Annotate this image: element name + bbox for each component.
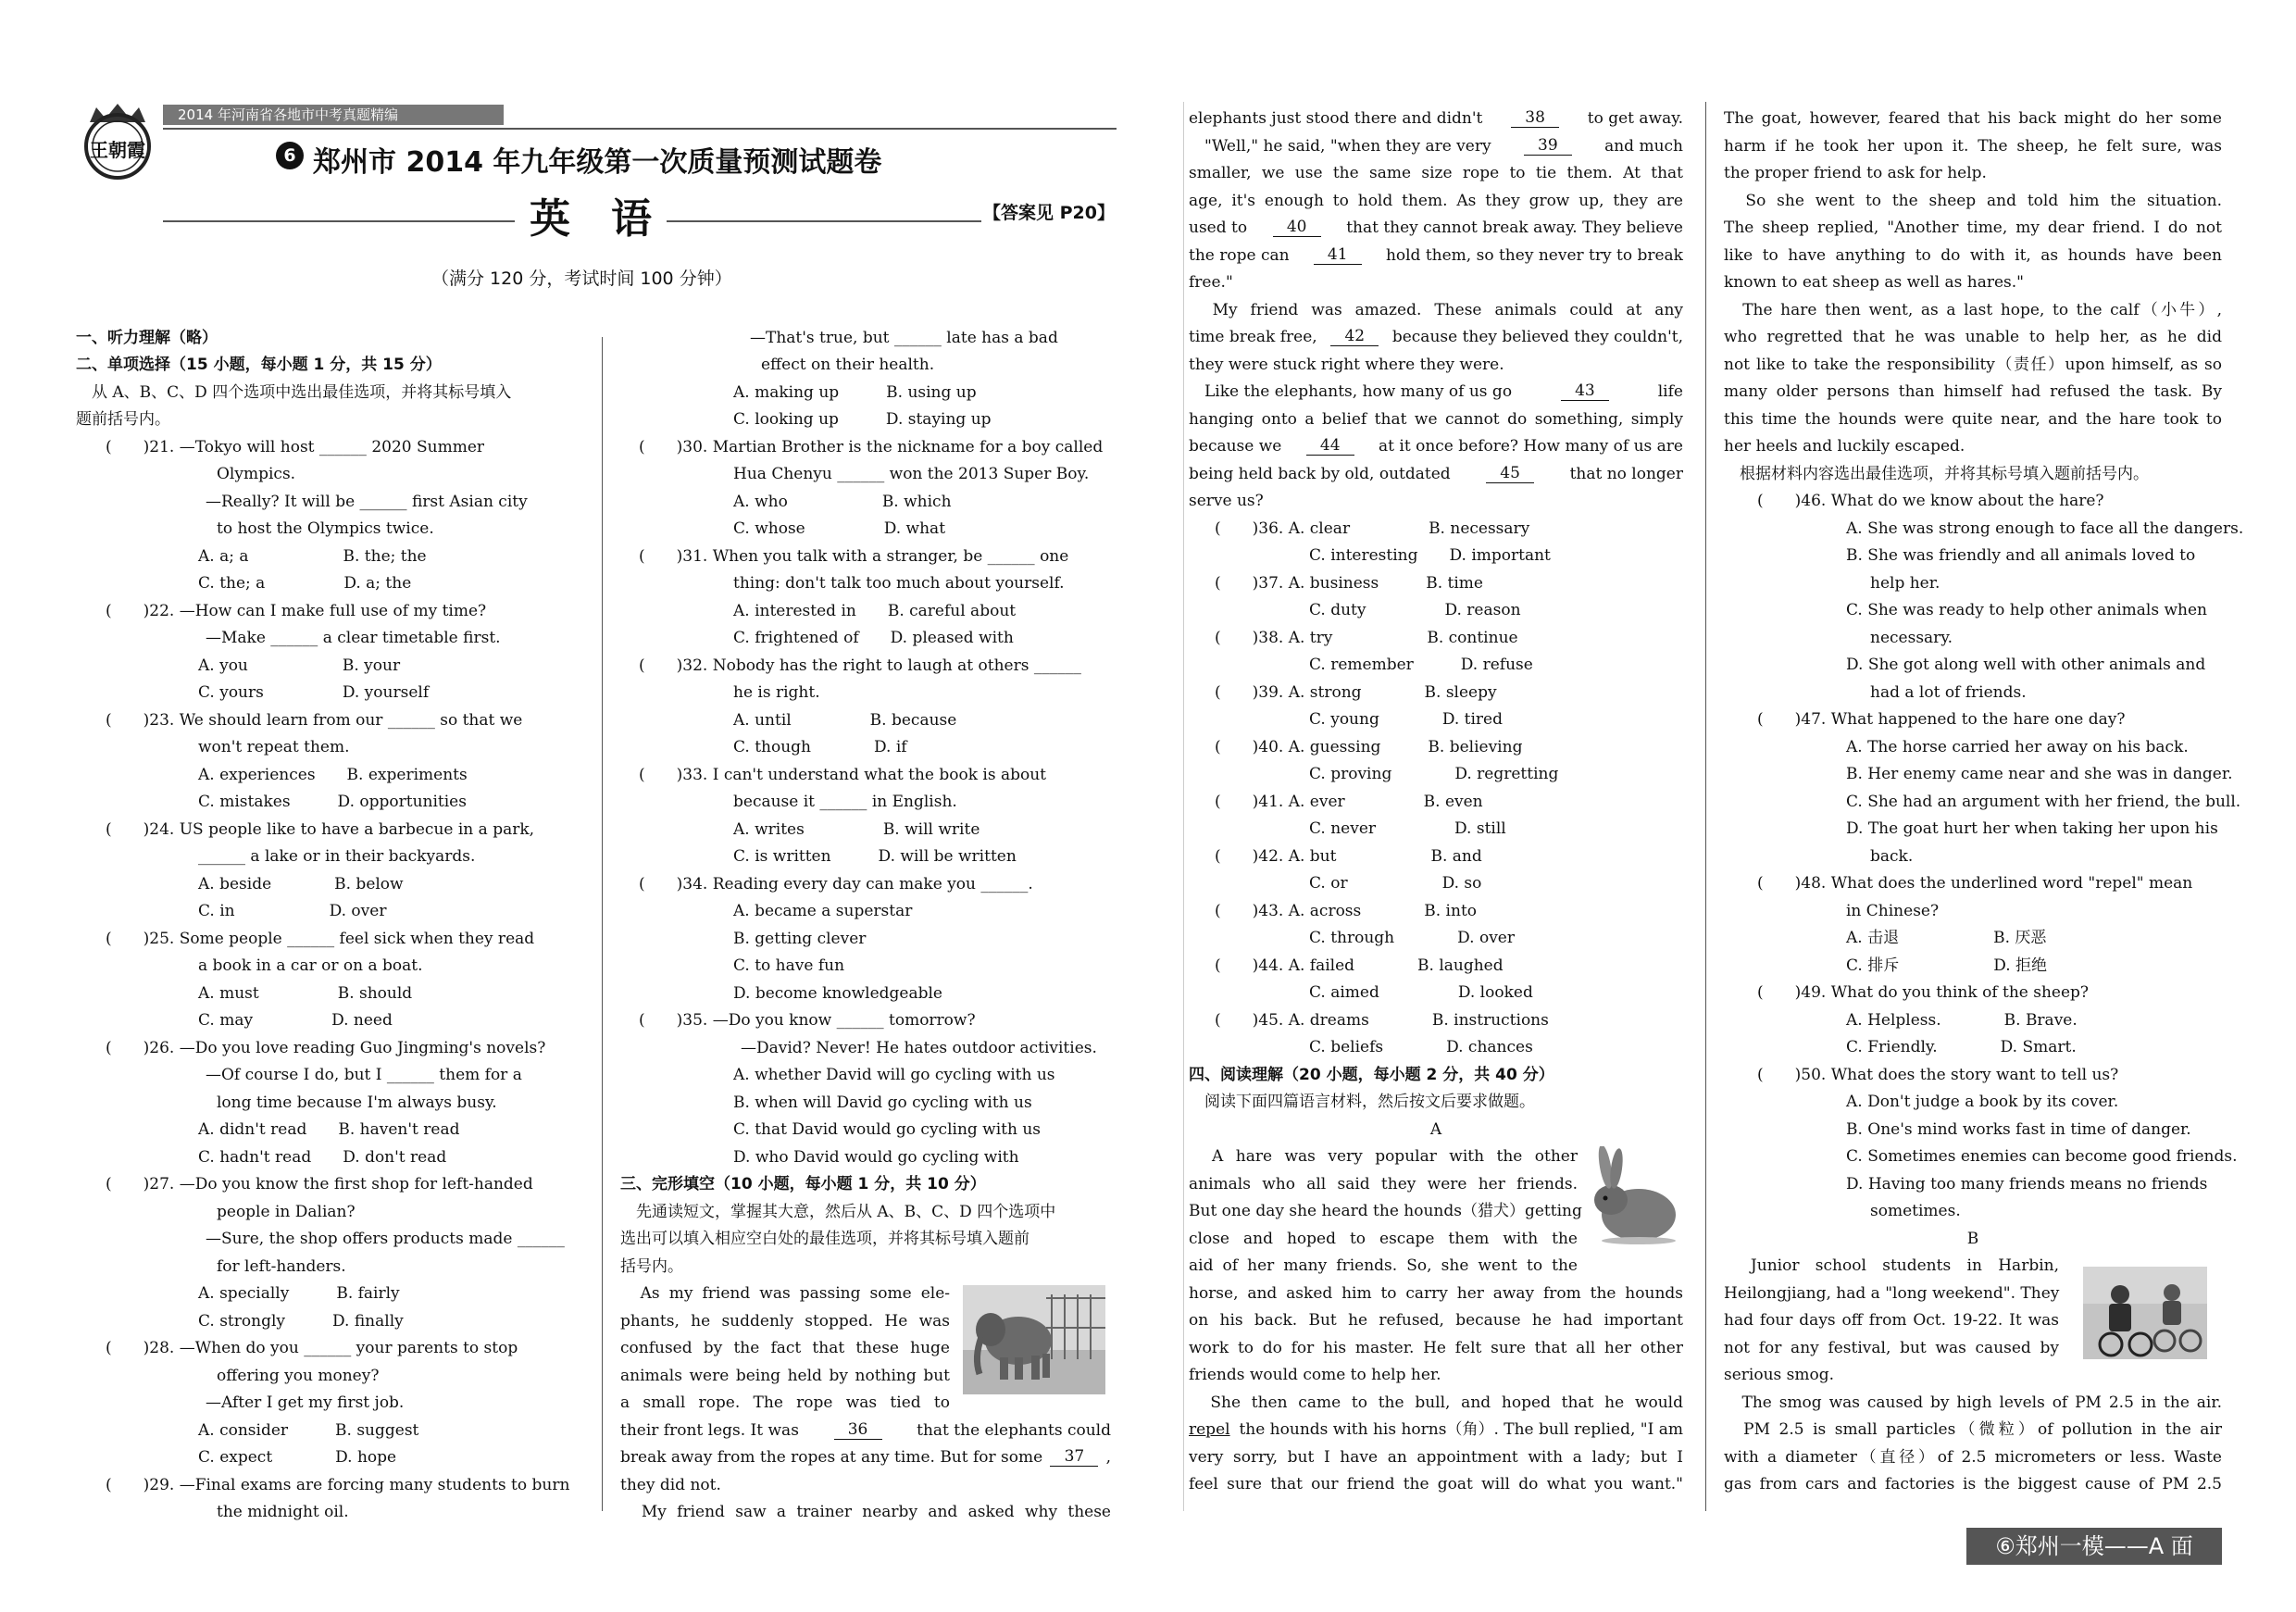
section-title: 一、听力理解（略）	[76, 329, 218, 347]
option-row: back.	[1870, 847, 1914, 866]
column-divider-2	[1183, 102, 1184, 1511]
passage-line: My friend was amazed. These animals could at any	[1189, 301, 1683, 319]
instruction: 括号内。	[620, 1257, 683, 1276]
question-text: thing: don't talk too much about yourself.	[733, 574, 1065, 593]
question-text: —After I get my first job.	[206, 1393, 405, 1412]
option-row: D. who David would go cycling with	[733, 1148, 1019, 1167]
option-row: D. Having too many friends means no friends	[1846, 1175, 2208, 1193]
title-rule-left	[163, 220, 515, 222]
option-row: A. Don't judge a book by its cover.	[1846, 1093, 2119, 1111]
option-row: C. hadn't read D. don't read	[198, 1148, 447, 1167]
passage-line: So she went to the sheep and told him the situation.	[1724, 192, 2222, 210]
question-22: ( )22. —How can I make full use of my time?	[106, 602, 487, 620]
option-row: C. proving D. regretting	[1309, 765, 1559, 783]
question-text: the midnight oil.	[217, 1503, 349, 1521]
question-39: ( )39. A. strong B. sleepy	[1215, 683, 1497, 702]
blank-45: 45	[1486, 465, 1534, 483]
option-row: A. Helpless. B. Brave.	[1846, 1011, 2078, 1030]
logo-text: 王朝霞	[90, 139, 145, 161]
passage-line: work to do for his master. He felt sure that all her other	[1189, 1339, 1683, 1357]
passage-line: Heilongjiang, had a "long weekend". They	[1724, 1284, 2060, 1303]
passage-line: She then came to the bull, and hoped that he would	[1189, 1393, 1683, 1412]
option-row: C. Sometimes enemies can become good friends.	[1846, 1147, 2238, 1166]
passage-line: had four days off from Oct. 19-22. It was	[1724, 1311, 2059, 1330]
question-47: ( )47. What happened to the hare one day?	[1757, 710, 2126, 729]
question-37: ( )37. A. business B. time	[1215, 574, 1483, 593]
passage-letter-b: B	[1966, 1230, 1979, 1248]
option-row: A. until B. because	[733, 711, 957, 730]
question-text: —Make ______ a clear timetable first.	[206, 629, 501, 647]
passage-text: and much	[1604, 137, 1683, 156]
passage-text: their front legs. It was	[620, 1421, 799, 1440]
option-row: A. 击退 B. 厌恶	[1846, 929, 2047, 947]
option-row: sometimes.	[1870, 1202, 1961, 1220]
question-33: ( )33. I can't understand what the book is about	[639, 766, 1046, 784]
question-41: ( )41. A. ever B. even	[1215, 793, 1483, 811]
passage-line: known to eat sheep as well as hares."	[1724, 273, 2025, 292]
question-text: —David? Never! He hates outdoor activities.	[741, 1039, 1097, 1057]
option-row: B. She was friendly and all animals loved to	[1846, 546, 2196, 565]
option-row: C. through D. over	[1309, 929, 1515, 947]
exam-number-badge: 6	[276, 142, 304, 169]
option-row: A. became a superstar	[733, 902, 913, 920]
option-row: C. strongly D. finally	[198, 1312, 404, 1331]
option-row: C. is written D. will be written	[733, 847, 1017, 866]
option-row: help her.	[1870, 574, 1940, 593]
option-row: C. in D. over	[198, 902, 387, 920]
question-text: offering you money?	[217, 1367, 380, 1385]
banner	[163, 105, 504, 125]
crown-seal-logo-icon	[76, 102, 159, 176]
question-35: ( )35. —Do you know ______ tomorrow?	[639, 1011, 976, 1030]
passage-text: that they cannot break away. They believe	[1346, 219, 1683, 237]
passage-line: very sorry, but I have an appointment with a lady; but I	[1189, 1448, 1683, 1467]
option-row: C. mistakes D. opportunities	[198, 793, 467, 811]
option-row: A. didn't read B. haven't read	[198, 1120, 460, 1139]
question-46: ( )46. What do we know about the hare?	[1757, 492, 2104, 510]
option-row: A. who B. which	[733, 493, 952, 511]
question-45: ( )45. A. dreams B. instructions	[1215, 1011, 1549, 1030]
option-row: A. consider B. suggest	[198, 1421, 419, 1440]
option-row: C. young D. tired	[1309, 710, 1503, 729]
footer-badge	[1966, 1528, 2222, 1565]
passage-line	[1189, 465, 1683, 483]
passage-line: horse, and asked him to carry her away from the hounds	[1189, 1284, 1683, 1303]
passage-line: The smog was caused by high levels of PM 2.5 in the air.	[1724, 1393, 2222, 1412]
passage-text: because we	[1189, 437, 1282, 456]
column-divider-1	[602, 337, 603, 1511]
passage-line: not like to take the responsibility（责任）upon himself, as so	[1724, 356, 2222, 374]
question-42: ( )42. A. but B. and	[1215, 847, 1482, 866]
column-divider-3	[1705, 102, 1706, 1511]
question-44: ( )44. A. failed B. laughed	[1215, 956, 1504, 975]
option-row: C. She was ready to help other animals when	[1846, 601, 2207, 619]
answer-ref: 【答案见 P20】	[983, 203, 1115, 223]
passage-line: The sheep replied, "Another time, my dear friend. I do not	[1724, 219, 2222, 237]
passage-line: confused by the fact that these huge	[620, 1339, 950, 1357]
subject-title: 英 语	[530, 195, 652, 243]
question-32: ( )32. Nobody has the right to laugh at others ______	[639, 656, 1081, 675]
question-36: ( )36. A. clear B. necessary	[1215, 519, 1530, 538]
passage-text: because they believed they couldn't,	[1391, 328, 1683, 346]
passage-line: harm if he took her upon it. The sheep, he felt sure, was	[1724, 137, 2222, 156]
passage-line	[1189, 437, 1683, 456]
passage-line: friends would come to help her.	[1189, 1366, 1441, 1384]
option-row: A. The horse carried her away on his back.	[1846, 738, 2189, 756]
question-38: ( )38. A. try B. continue	[1215, 629, 1518, 647]
passage-line: As my friend was passing some ele-	[620, 1284, 950, 1303]
passage-line: hanging onto a belief that we cannot do something, simply	[1189, 410, 1683, 429]
option-row: C. though D. if	[733, 738, 907, 756]
passage-line	[620, 1421, 1111, 1440]
option-row: C. 排斥 D. 拒绝	[1846, 956, 2048, 975]
option-row: D. She got along well with other animals and	[1846, 656, 2206, 674]
passage-line: A hare was very popular with the other	[1189, 1147, 1578, 1166]
passage-text: hold them, so they never try to break	[1385, 246, 1683, 265]
option-row: C. never D. still	[1309, 819, 1506, 838]
option-row: A. a; a B. the; the	[198, 547, 427, 566]
section-title: 三、完形填空（10 小题，每小题 1 分，共 10 分）	[620, 1175, 986, 1193]
passage-line: animals who all said they were her friends.	[1189, 1175, 1578, 1193]
question-29: ( )29. —Final exams are forcing many students to burn	[106, 1476, 570, 1494]
passage-text: to get away.	[1587, 109, 1683, 128]
option-row: C. duty D. reason	[1309, 601, 1521, 619]
passage-text: at it once before? How many of us are	[1379, 437, 1683, 456]
passage-line: My friend saw a trainer nearby and asked why these	[620, 1503, 1111, 1521]
option-row: A. whether David will go cycling with us	[733, 1066, 1055, 1084]
elephant-photo-icon	[963, 1285, 1105, 1394]
passage-text: that the elephants could	[917, 1421, 1111, 1440]
instruction: 选出可以填入相应空白处的最佳选项，并将其标号填入题前	[620, 1230, 1029, 1248]
option-row: C. aimed D. looked	[1309, 983, 1533, 1002]
option-row: C. that David would go cycling with us	[733, 1120, 1042, 1139]
passage-line	[1189, 109, 1683, 128]
question-text: to host the Olympics twice.	[217, 519, 434, 538]
option-row: C. may D. need	[198, 1011, 393, 1030]
option-row: C. interesting D. important	[1309, 546, 1551, 565]
passage-line: not for any festival, but was caused by	[1724, 1339, 2059, 1357]
blank-44: 44	[1306, 437, 1354, 456]
passage-line: aid of her many friends. So, she went to the	[1189, 1256, 1578, 1275]
passage-text: the rope can	[1189, 246, 1290, 265]
passage-line	[1189, 382, 1683, 401]
option-row: B. getting clever	[733, 930, 867, 948]
option-row: A. beside B. below	[198, 875, 404, 893]
passage-text: used to	[1189, 219, 1248, 237]
option-row: A. interested in B. careful about	[733, 602, 1017, 620]
passage-text: break away from the ropes at any time. But for some	[620, 1448, 1043, 1467]
section-title: 二、单项选择（15 小题，每小题 1 分，共 15 分）	[76, 356, 442, 374]
question-text: Olympics.	[217, 465, 296, 483]
question-text: —Really? It will be ______ first Asian city	[206, 493, 528, 511]
passage-line: serve us?	[1189, 492, 1264, 510]
blank-38: 38	[1511, 109, 1559, 128]
option-row: D. The goat hurt her when taking her upon his	[1846, 819, 2218, 838]
passage-line: on his back. But he refused, because he had important	[1189, 1311, 1683, 1330]
question-23: ( )23. We should learn from our ______ so that we	[106, 711, 523, 730]
passage-text: life	[1657, 382, 1683, 401]
passage-line: gas from cars and factories is the biggest cause of PM 2.5	[1724, 1475, 2222, 1493]
question-text: a book in a car or on a boat.	[198, 956, 423, 975]
passage-line: PM 2.5 is small particles（微粒）of pollution in the air	[1724, 1420, 2222, 1439]
passage-line: serious smog.	[1724, 1366, 1835, 1384]
passage-line: free."	[1189, 273, 1233, 292]
passage-line	[1189, 219, 1683, 237]
question-text: —That's true, but ______ late has a bad	[750, 329, 1058, 347]
passage-line: The goat, however, feared that his back might do her some	[1724, 109, 2222, 128]
question-text: in Chinese?	[1846, 902, 1940, 920]
question-text: because it ______ in English.	[733, 793, 957, 811]
passage-line	[1189, 246, 1683, 265]
question-43: ( )43. A. across B. into	[1215, 902, 1478, 920]
question-text: —Sure, the shop offers products made ______	[206, 1230, 565, 1248]
blank-40: 40	[1273, 219, 1321, 237]
question-26: ( )26. —Do you love reading Guo Jingming's novels?	[106, 1039, 546, 1057]
section-title: 四、阅读理解（20 小题，每小题 2 分，共 40 分）	[1189, 1066, 1554, 1084]
passage-line: close and hoped to escape them with the	[1189, 1230, 1578, 1248]
blank-43: 43	[1561, 382, 1609, 401]
title-rule-right	[667, 220, 981, 222]
passage-line: many older persons than himself had refused the task. By	[1724, 382, 2222, 401]
option-row: C. yours D. yourself	[198, 683, 430, 702]
option-row: C. the; a D. a; the	[198, 574, 412, 593]
instruction: 根据材料内容选出最佳选项，并将其标号填入题前括号内。	[1724, 465, 2149, 483]
passage-line: like to have anything to do with it, as hounds have been	[1724, 246, 2222, 265]
passage-line: her heels and luckily escaped.	[1724, 437, 1965, 456]
question-text: long time because I'm always busy.	[217, 1093, 497, 1112]
option-row: B. Her enemy came near and she was in danger.	[1846, 765, 2233, 783]
question-28: ( )28. —When do you ______ your parents to stop	[106, 1339, 518, 1357]
option-row: C. beliefs D. chances	[1309, 1038, 1533, 1056]
smog-cyclist-photo-icon	[2083, 1267, 2207, 1359]
question-text: he is right.	[733, 683, 820, 702]
passage-line: The hare then went, as a last hope, to the calf（小牛）,	[1724, 301, 2222, 319]
option-row: B. when will David go cycling with us	[733, 1093, 1032, 1112]
option-row: C. remember D. refuse	[1309, 656, 1533, 674]
passage-line: they did not.	[620, 1476, 721, 1494]
passage-line: they were stuck right where they were.	[1189, 356, 1504, 374]
instruction: 题前括号内。	[76, 410, 170, 429]
passage-line: feel sure that our friend the goat will do what you want."	[1189, 1475, 1683, 1493]
question-24: ( )24. US people like to have a barbecue in a park,	[106, 820, 535, 839]
question-21: ( )21. —Tokyo will host ______ 2020 Summer	[106, 438, 485, 456]
option-row: A. you B. your	[198, 656, 401, 675]
question-27: ( )27. —Do you know the first shop for left-handed	[106, 1175, 533, 1193]
option-row: necessary.	[1870, 629, 1953, 647]
option-row: had a lot of friends.	[1870, 683, 2027, 702]
question-text: won't repeat them.	[198, 738, 350, 756]
passage-text: time break free,	[1189, 328, 1317, 346]
passage-line: who regretted that he was unable to help her, as he did	[1724, 328, 2222, 346]
question-34: ( )34. Reading every day can make you ______.	[639, 875, 1033, 893]
question-text: effect on their health.	[761, 356, 935, 374]
question-50: ( )50. What does the story want to tell us?	[1757, 1066, 2119, 1084]
passage-line	[620, 1448, 1111, 1467]
rabbit-photo-icon	[1585, 1146, 1681, 1248]
option-row: B. One's mind works fast in time of danger.	[1846, 1120, 2191, 1139]
blank-37: 37	[1050, 1448, 1098, 1467]
question-31: ( )31. When you talk with a stranger, be ______ one	[639, 547, 1069, 566]
footer-label: ⑥郑州一模——A 面	[1995, 1533, 2193, 1559]
passage-line: But one day she heard the hounds（猎犬）getting	[1189, 1202, 1582, 1220]
option-row: A. experiences B. experiments	[198, 766, 468, 784]
passage-letter-a: A	[1429, 1120, 1442, 1139]
option-row: A. writes B. will write	[733, 820, 980, 839]
exam-title: 郑州市 2014 年九年级第一次质量预测试题卷	[313, 146, 882, 179]
banner-text: 2014 年河南省各地市中考真题精编	[178, 106, 398, 123]
option-row: C. Friendly. D. Smart.	[1846, 1038, 2077, 1056]
passage-text: Like the elephants, how many of us go	[1189, 382, 1513, 401]
option-row: D. become knowledgeable	[733, 984, 942, 1003]
passage-text: that no longer	[1569, 465, 1683, 483]
passage-text: elephants just stood there and didn't	[1189, 109, 1483, 128]
option-row: A. She was strong enough to face all the dangers.	[1846, 519, 2244, 538]
question-49: ( )49. What do you think of the sheep?	[1757, 983, 2090, 1002]
option-row: A. must B. should	[198, 984, 413, 1003]
passage-line: a small rope. The rope was tied to	[620, 1393, 950, 1412]
option-row: A. making up B. using up	[733, 383, 977, 402]
question-25: ( )25. Some people ______ feel sick when they read	[106, 930, 535, 948]
question-text: for left-handers.	[217, 1257, 346, 1276]
option-row: C. or D. so	[1309, 874, 1482, 893]
passage-line	[1189, 328, 1683, 346]
option-row: C. frightened of D. pleased with	[733, 629, 1014, 647]
passage-line: animals were being held by nothing but	[620, 1367, 950, 1385]
question-text: Hua Chenyu ______ won the 2013 Super Boy.	[733, 465, 1090, 483]
header-rule	[163, 128, 1117, 130]
question-text: people in Dalian?	[217, 1203, 356, 1221]
passage-text: ,	[1105, 1448, 1111, 1467]
question-text: ______ a lake or in their backyards.	[198, 847, 476, 866]
instruction: 先通读短文，掌握其大意，然后从 A、B、C、D 四个选项中	[620, 1203, 1056, 1221]
passage-line	[1189, 137, 1683, 156]
option-row: C. whose D. what	[733, 519, 946, 538]
option-row: C. looking up D. staying up	[733, 410, 992, 429]
blank-41: 41	[1314, 246, 1362, 265]
passage-line	[1189, 1420, 1683, 1439]
passage-line: Junior school students in Harbin,	[1724, 1256, 2059, 1275]
passage-line: age, it's enough to hold them. As they grow up, they are	[1189, 192, 1683, 210]
instruction: 从 A、B、C、D 四个选项中选出最佳选项，并将其标号填入	[76, 383, 512, 402]
passage-line: this time the hounds were quite near, and the hare took to	[1724, 410, 2222, 429]
blank-42: 42	[1330, 328, 1379, 346]
passage-line: phants, he suddenly stopped. He was	[620, 1312, 950, 1331]
passage-line: the proper friend to ask for help.	[1724, 164, 1987, 182]
question-40: ( )40. A. guessing B. believing	[1215, 738, 1523, 756]
passage-text: being held back by old, outdated	[1189, 465, 1451, 483]
question-30: ( )30. Martian Brother is the nickname for a boy called	[639, 438, 1104, 456]
question-text: —Of course I do, but I ______ them for a	[206, 1066, 522, 1084]
option-row: A. specially B. fairly	[198, 1284, 400, 1303]
passage-text: the hounds with his horns（角）. The bull replied, "I am	[1239, 1420, 1683, 1439]
exam-info: （满分 120 分，考试时间 100 分钟）	[431, 269, 732, 289]
instruction: 阅读下面四篇语言材料，然后按文后要求做题。	[1189, 1093, 1535, 1111]
passage-text: "Well," he said, "when they are very	[1189, 137, 1491, 156]
blank-39: 39	[1524, 137, 1572, 156]
option-row: C. to have fun	[733, 956, 845, 975]
passage-line: smaller, we use the same size rope to tie them. At that	[1189, 164, 1683, 182]
passage-line: with a diameter（直径）of 2.5 micrometers or less. Waste	[1724, 1448, 2222, 1467]
question-48: ( )48. What does the underlined word "repel" mean	[1757, 874, 2193, 893]
option-row: C. She had an argument with her friend, the bull.	[1846, 793, 2241, 811]
underlined-word-repel: repel	[1189, 1420, 1230, 1439]
blank-36: 36	[834, 1421, 882, 1440]
option-row: C. expect D. hope	[198, 1448, 397, 1467]
